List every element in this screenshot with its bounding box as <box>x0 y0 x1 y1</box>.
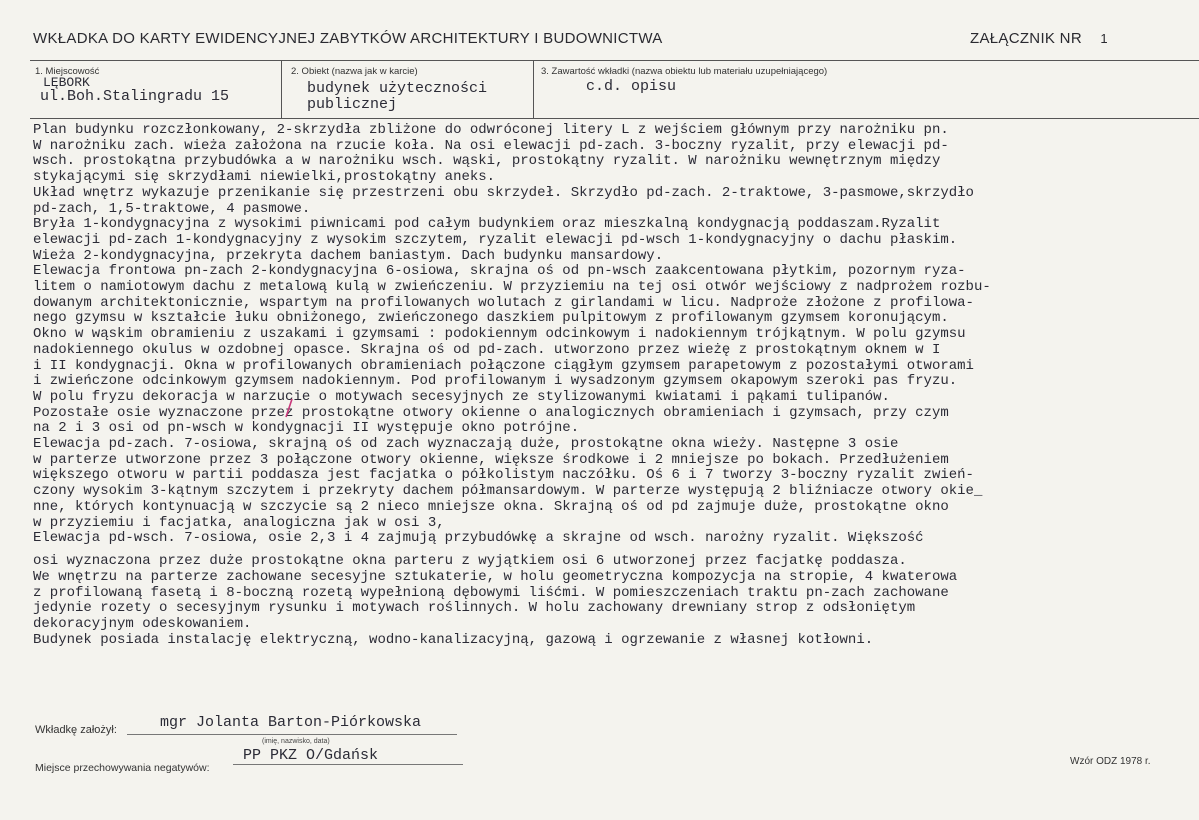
body-line: Budynek posiada instalację elektryczną, wodno-kanalizacyjną, gazową i ogrzewanie z własnej kotłowni. <box>33 631 874 648</box>
body-line: Plan budynku rozczłonkowany, 2-skrzydła zbliżone do odwróconej litery L z wejściem głównym przy narożniku pn. <box>33 122 949 138</box>
body-line: nego gzymsu w kształcie łuku obniżonego, zwieńczonego daszkiem pulpitowym z profilowanym gzymsem koronującym. <box>33 310 949 327</box>
storage-underline <box>233 764 463 765</box>
body-line: Bryła 1-kondygnacyjna z wysokimi piwnicami pod całym budynkiem oraz mieszkalną kondygnacją poddaszam.Ryzalit <box>33 216 941 233</box>
storage-value: PP PKZ O/Gdańsk <box>243 747 379 764</box>
body-line: na 2 i 3 osi od pn-wsch w kondygnacji II występuje okno potrójne. <box>33 420 580 437</box>
body-line: Układ wnętrz wykazuje przenikanie się przestrzeni obu skrzydeł. Skrzydło pd-zach. 2-traktowe, 3-pasmowe,skrzydło <box>33 184 974 201</box>
body-line: dekoracyjnym odeskowaniem. <box>33 616 252 632</box>
body-line: z profilowaną fasetą i 8-boczną rozetą wypełnioną dębowymi liśćmi. W pomieszczeniach traktu pn-zach zachowane <box>33 584 949 601</box>
header-divider <box>30 60 1199 61</box>
body-line: Wieża 2-kondygnacyjna, przekryta dachem baniastym. Dach budynku mansardowy. <box>33 247 664 264</box>
body-line: nadokiennego okulus w ozdobnej opasce. Skrajna oś od pd-zach. utworzono przez wieżę z prostokątnym oknem w I <box>33 341 941 358</box>
locality-value-line2: ul.Boh.Stalingradu 15 <box>40 88 230 105</box>
body-line: elewacji pd-zach 1-kondygnacyjny z wysokim szczytem, ryzalit elewacji pd-wsch 1-kondygnacyjny o dachu płaskim. <box>33 231 958 248</box>
object-value-line2: publicznej <box>307 96 398 113</box>
annex-number: 1 <box>1100 31 1108 46</box>
body-line: nne, których kontynuacją w szczycie są 2 nieco mniejsze okna. Skrajną oś od pd zajmuje duże, prostokątne okno <box>33 498 949 515</box>
description-body <box>33 121 1183 696</box>
locality-label: 1. Miejscowość <box>35 66 100 77</box>
field-separator-1 <box>281 60 282 118</box>
body-line: jedynie rozety o secesyjnym rysunku i motywach roślinnych. W holu zachowany drewniany strop z odsłoniętym <box>33 600 916 617</box>
body-line: wsch. prostokątna przybudówka a w narożniku wsch. wąski, prostokątny ryzalit. W narożniku wewnętrznym między <box>33 153 941 170</box>
body-line: większego otworu w partii poddasza jest facjatka o półkolistym naczółku. Oś 6 i 7 tworzy 3-boczny ryzalit zwień- <box>33 467 974 484</box>
body-line: stykającymi się skrzydłami niewielki,prostokątny aneks. <box>33 169 496 186</box>
body-line: We wnętrzu na parterze zachowane secesyjne sztukaterie, w holu geometryczna kompozycja na stropie, 4 kwaterowa <box>33 568 958 585</box>
prepared-by-underline <box>127 734 457 735</box>
prepared-by-hint: (imię, nazwisko, data) <box>262 738 330 745</box>
body-line: pd-zach, 1,5-traktowe, 4 pasmowe. <box>33 200 311 217</box>
form-title: WKŁADKA DO KARTY EWIDENCYJNEJ ZABYTKÓW ARCHITEKTURY I BUDOWNICTWA <box>33 30 663 47</box>
annex-label-text: ZAŁĄCZNIK NR <box>970 30 1082 47</box>
body-line: w przyziemiu i facjatka, analogiczna jak w osi 3, <box>33 514 445 531</box>
body-line: Elewacja frontowa pn-zach 2-kondygnacyjna 6-osiowa, skrajna oś od pn-wsch zaakcentowana płytkim, pozornym ryza- <box>33 263 966 280</box>
object-label: 2. Obiekt (nazwa jak w karcie) <box>291 66 418 77</box>
body-line: w parterze utworzone przez 3 połączone otwory okienne, większe środkowe i 2 mniejsze po bokach. Przedłużeniem <box>33 451 949 468</box>
storage-label: Miejsce przechowywania negatywów: <box>35 762 210 774</box>
body-line: Okno w wąskim obramieniu z uszakami i gzymsami : podokiennym odcinkowym i nadokiennym trójkątnym. W polu gzymsu <box>33 326 966 343</box>
body-line: czony wysokim 3-kątnym szczytem i przekryty dachem półmansardowym. W parterze występują 2 bliźniacze otwory okie_ <box>33 483 983 500</box>
pen-correction-mark <box>283 398 295 418</box>
fields-divider <box>30 118 1199 119</box>
body-line: Elewacja pd-zach. 7-osiowa, skrajną oś od zach wyznaczają duże, prostokątne okna wieży. Następne 3 osie <box>33 436 899 452</box>
prepared-by-value: mgr Jolanta Barton-Piórkowska <box>160 714 422 731</box>
body-line: W narożniku zach. wieża założona na rzucie koła. Na osi elewacji pd-zach. 3-boczny ryzalit, przy elewacji pd- <box>33 137 949 154</box>
body-line: W polu fryzu dekoracja w narzucie o motywach secesyjnych ze stylizowanymi kwiatami i pąkami tulipanów. <box>33 388 890 405</box>
body-line: i II kondygnacji. Okna w profilowanych obramieniach połączone ciągłym gzymsem parapetowym z pozostałymi otworami <box>33 357 974 374</box>
body-line: osi wyznaczona przez duże prostokątne okna parteru z wyjątkiem osi 6 utworzonej przez facjatkę poddasza. <box>33 553 907 570</box>
body-line: Pozostałe osie wyznaczone przez prostokątne otwory okienne o analogicznych obramieniach i gzymsach, przy czym <box>33 404 949 421</box>
body-line: dowanym architektonicznie, wspartym na profilowanych wolutach z girlandami w licu. Nadproże złożone z profilowa- <box>33 294 974 311</box>
contents-value: c.d. opisu <box>586 78 677 95</box>
annex-label <box>970 30 1108 47</box>
object-value-line1: budynek użyteczności <box>307 80 488 97</box>
form-code: Wzór ODZ 1978 r. <box>1070 756 1151 767</box>
field-separator-2 <box>533 60 534 118</box>
locality-value-line1: LĘBORK <box>43 75 90 90</box>
contents-label: 3. Zawartość wkładki (nazwa obiektu lub materiału uzupełniającego) <box>541 66 828 77</box>
body-line: i zwieńczone odcinkowym gzymsem nadokiennym. Pod profilowanym i wysadzonym gzymsem okapowym szeroki pas fryzu. <box>33 373 958 390</box>
body-line: Elewacja pd-wsch. 7-osiowa, osie 2,3 i 4 zajmują przybudówkę a skrajne od wsch. narożny ryzalit. Większość <box>33 530 924 547</box>
prepared-by-label: Wkładkę założył: <box>35 724 117 736</box>
body-line: litem o namiotowym dachu z metalową kulą w zwieńczeniu. W przyziemiu na tej osi otwór wejściowy z nadprożem rozbu- <box>33 279 991 295</box>
